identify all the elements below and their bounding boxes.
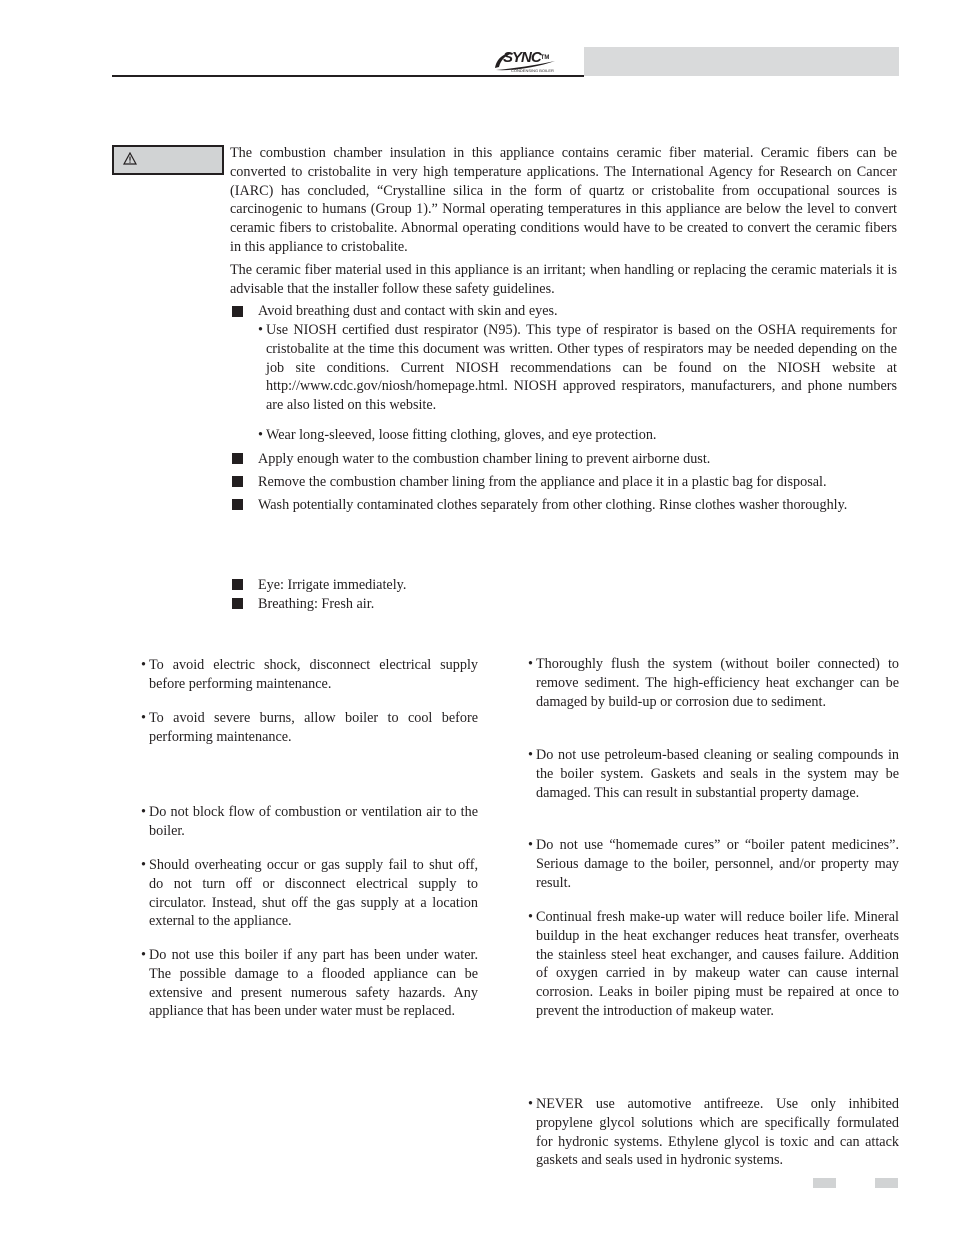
square-bullet [232,499,243,510]
bullet-dot: • [528,837,533,853]
left-item-electric-shock: To avoid electric shock, disconnect electrical supply before performing maintenance. [149,657,478,692]
warning-triangle-icon [123,152,137,165]
guideline-avoid-dust: Avoid breathing dust and contact with skin and eyes. [258,303,558,319]
right-item-petroleum: Do not use petroleum-based cleaning or sealing compounds in the boiler system. Gaskets and seals in the system may be damaged. This can result in substantial property damage. [536,747,899,801]
right-item-flush: Thoroughly flush the system (without boiler connected) to remove sediment. The high-efficiency heat exchanger can be damaged by build-up or corrosion due to sediment. [536,656,899,710]
bullet-dot: • [528,1096,533,1112]
square-bullet [232,476,243,487]
right-item-antifreeze: NEVER use automotive antifreeze. Use only inhibited propylene glycol solutions which are specifically formulated for hydronic systems. Ethylene glycol is toxic and can attack gaskets and seals used in hydronic systems. [536,1096,899,1169]
warning-paragraph-1: The combustion chamber insulation in this appliance contains ceramic fiber material. Ceramic fibers can be converted to cristobalite in very high temperature applications. The International Agency for Research on Cancer (IARC) has concluded, “Crystalline silica in the form of quartz or cristobalite from occupational sources is carcinogenic to humans (Group 1).” Normal operating temperatures in this appliance are below the level to convert ceramic fibers to cristobalite. Abnormal operating conditions would have to be created to convert the ceramic fibers in this appliance to cristobalite. [230,145,897,255]
first-aid-breathing: Breathing: Fresh air. [258,596,375,612]
bullet-dot: • [141,857,146,873]
bullet-dot: • [141,804,146,820]
first-aid-eye: Eye: Irrigate immediately. [258,577,407,593]
square-bullet [232,306,243,317]
bullet-dot: • [141,947,146,963]
left-item-overheating: Should overheating occur or gas supply fail to shut off, do not turn off or disconnect electrical supply to circulator. Instead, shut off the gas supply at a location external to the appliance. [149,857,478,930]
bullet-dot: • [258,322,263,338]
guideline-remove-lining: Remove the combustion chamber lining from the appliance and place it in a plastic bag for disposal. [258,474,827,490]
guideline-clothing: Wear long-sleeved, loose fitting clothing, gloves, and eye protection. [266,427,657,443]
square-bullet [232,453,243,464]
guideline-water: Apply enough water to the combustion chamber lining to prevent airborne dust. [258,451,711,467]
logo-subtitle: CONDENSING BOILER [511,68,554,73]
footer-tab [813,1178,836,1188]
logo-wordmark: SYNC™ [503,49,550,66]
sync-logo [493,48,563,76]
right-item-makeup-water: Continual fresh make-up water will reduce boiler life. Mineral buildup in the heat exchanger reduces heat transfer, overheats the stainless steel heat exchanger, and causes failure. Addition of oxygen carried in by makeup water can cause internal corrosion. Leaks in boiler piping must be repaired at once to prevent the introduction of makeup water. [536,909,899,1019]
guideline-wash-clothes: Wash potentially contaminated clothes separately from other clothing. Rinse clothes washer thoroughly. [258,497,848,513]
footer-tab [875,1178,898,1188]
square-bullet [232,579,243,590]
bullet-dot: • [141,710,146,726]
guideline-respirator: Use NIOSH certified dust respirator (N95). This type of respirator is based on the OSHA requirements for cristobalite at the time this document was written. Other types of respirators may be needed depending on the job site conditions. Current NIOSH recommendations can be found on the NIOSH website at http://www.cdc.gov/niosh/homepage.html. NIOSH approved respirators, manufacturers, and phone numbers are also listed on this website. [266,322,897,414]
bullet-dot: • [258,427,263,443]
bullet-dot: • [528,747,533,763]
left-item-flooded: Do not use this boiler if any part has been under water. The possible damage to a flooded appliance can be extensive and present numerous safety hazards. Any appliance that has been under water must be replaced. [149,947,478,1020]
bullet-dot: • [141,657,146,673]
left-item-burns: To avoid severe burns, allow boiler to cool before performing maintenance. [149,710,478,745]
square-bullet [232,598,243,609]
left-item-air-flow: Do not block flow of combustion or ventilation air to the boiler. [149,804,478,839]
warning-paragraph-2: The ceramic fiber material used in this appliance is an irritant; when handling or replacing the ceramic materials it is advisable that the installer follow these safety guidelines. [230,262,897,297]
bullet-dot: • [528,909,533,925]
warning-label [112,145,224,175]
bullet-dot: • [528,656,533,672]
right-item-homemade-cures: Do not use “homemade cures” or “boiler patent medicines”. Serious damage to the boiler, personnel, and/or property may result. [536,837,899,891]
header-bar [584,47,899,76]
